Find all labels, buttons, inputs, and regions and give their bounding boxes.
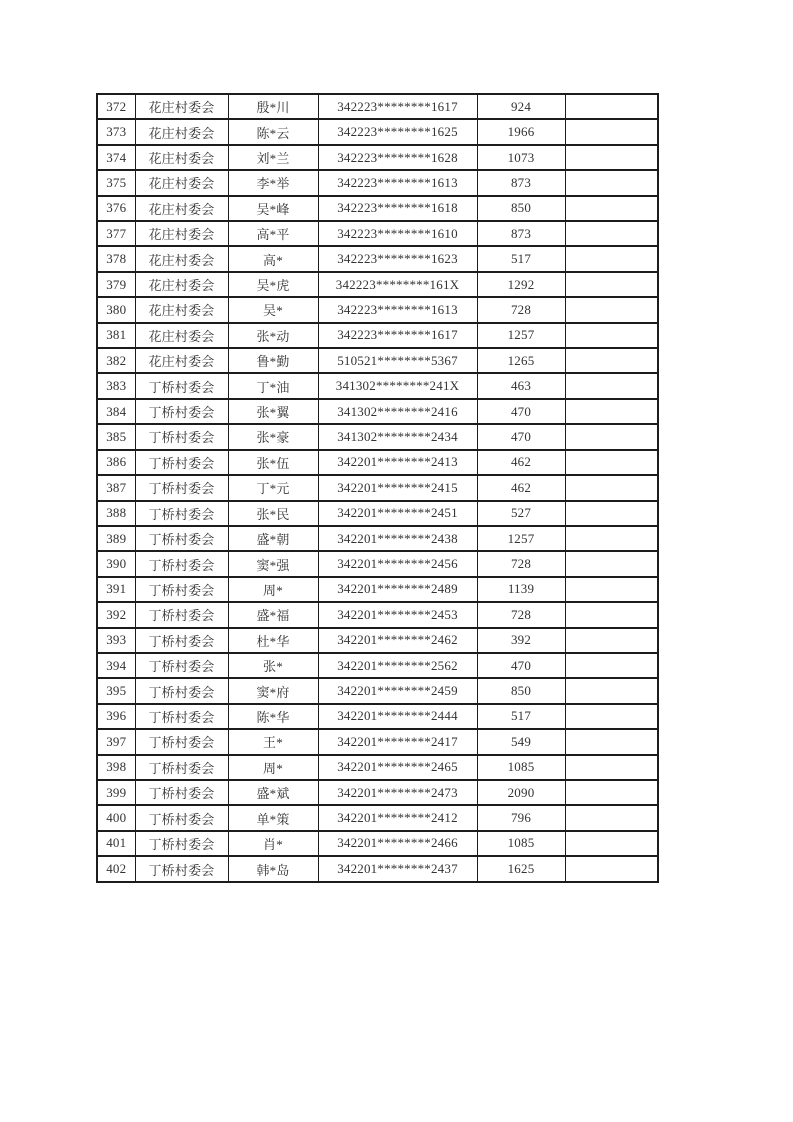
blank-cell	[565, 856, 658, 882]
row-number-cell: 373	[97, 119, 135, 144]
id-number-cell: 342201********2453	[318, 602, 477, 627]
amount-cell: 1292	[477, 272, 565, 297]
row-number-cell: 396	[97, 704, 135, 729]
amount-cell: 549	[477, 729, 565, 754]
table-row	[97, 246, 658, 271]
blank-cell	[565, 399, 658, 424]
village-committee-cell: 丁桥村委会	[135, 856, 228, 882]
village-committee-cell: 花庄村委会	[135, 145, 228, 170]
blank-cell	[565, 501, 658, 526]
blank-cell	[565, 704, 658, 729]
id-number-cell: 342201********2413	[318, 450, 477, 475]
amount-cell: 462	[477, 450, 565, 475]
table-body	[97, 94, 658, 882]
id-number-cell: 342223********1628	[318, 145, 477, 170]
table-row	[97, 94, 658, 119]
blank-cell	[565, 145, 658, 170]
blank-cell	[565, 221, 658, 246]
row-number-cell: 400	[97, 805, 135, 830]
amount-cell: 470	[477, 399, 565, 424]
beneficiary-table	[96, 93, 659, 883]
id-number-cell: 342201********2456	[318, 551, 477, 576]
village-committee-cell: 丁桥村委会	[135, 577, 228, 602]
blank-cell	[565, 755, 658, 780]
person-name-cell: 陈*华	[228, 704, 318, 729]
village-committee-cell: 丁桥村委会	[135, 602, 228, 627]
amount-cell: 728	[477, 297, 565, 322]
amount-cell: 1257	[477, 526, 565, 551]
blank-cell	[565, 246, 658, 271]
id-number-cell: 342201********2451	[318, 501, 477, 526]
village-committee-cell: 花庄村委会	[135, 221, 228, 246]
table-row	[97, 678, 658, 703]
amount-cell: 1073	[477, 145, 565, 170]
row-number-cell: 397	[97, 729, 135, 754]
id-number-cell: 342201********2462	[318, 628, 477, 653]
person-name-cell: 盛*斌	[228, 780, 318, 805]
id-number-cell: 342201********2444	[318, 704, 477, 729]
row-number-cell: 385	[97, 424, 135, 449]
blank-cell	[565, 272, 658, 297]
village-committee-cell: 丁桥村委会	[135, 501, 228, 526]
person-name-cell: 盛*朝	[228, 526, 318, 551]
person-name-cell: 吴*虎	[228, 272, 318, 297]
person-name-cell: 高*平	[228, 221, 318, 246]
blank-cell	[565, 373, 658, 398]
amount-cell: 924	[477, 94, 565, 119]
id-number-cell: 342201********2438	[318, 526, 477, 551]
person-name-cell: 张*	[228, 653, 318, 678]
amount-cell: 1085	[477, 755, 565, 780]
blank-cell	[565, 196, 658, 221]
row-number-cell: 390	[97, 551, 135, 576]
id-number-cell: 342201********2465	[318, 755, 477, 780]
person-name-cell: 刘*兰	[228, 145, 318, 170]
village-committee-cell: 花庄村委会	[135, 272, 228, 297]
person-name-cell: 杜*华	[228, 628, 318, 653]
village-committee-cell: 丁桥村委会	[135, 704, 228, 729]
blank-cell	[565, 323, 658, 348]
amount-cell: 517	[477, 246, 565, 271]
person-name-cell: 王*	[228, 729, 318, 754]
person-name-cell: 韩*岛	[228, 856, 318, 882]
row-number-cell: 393	[97, 628, 135, 653]
id-number-cell: 342201********2562	[318, 653, 477, 678]
table-row	[97, 755, 658, 780]
blank-cell	[565, 805, 658, 830]
blank-cell	[565, 297, 658, 322]
row-number-cell: 402	[97, 856, 135, 882]
id-number-cell: 341302********241X	[318, 373, 477, 398]
amount-cell: 850	[477, 678, 565, 703]
blank-cell	[565, 526, 658, 551]
amount-cell: 728	[477, 551, 565, 576]
id-number-cell: 342223********1613	[318, 170, 477, 195]
table-row	[97, 297, 658, 322]
person-name-cell: 周*	[228, 577, 318, 602]
blank-cell	[565, 780, 658, 805]
table-row	[97, 526, 658, 551]
person-name-cell: 鲁*勤	[228, 348, 318, 373]
blank-cell	[565, 170, 658, 195]
village-committee-cell: 丁桥村委会	[135, 424, 228, 449]
person-name-cell: 张*豪	[228, 424, 318, 449]
person-name-cell: 盛*福	[228, 602, 318, 627]
amount-cell: 873	[477, 170, 565, 195]
row-number-cell: 383	[97, 373, 135, 398]
id-number-cell: 342223********1617	[318, 94, 477, 119]
id-number-cell: 342201********2466	[318, 831, 477, 856]
id-number-cell: 342201********2489	[318, 577, 477, 602]
table-row	[97, 831, 658, 856]
person-name-cell: 殷*川	[228, 94, 318, 119]
table-row	[97, 475, 658, 500]
id-number-cell: 342201********2473	[318, 780, 477, 805]
table-row	[97, 628, 658, 653]
table-row	[97, 551, 658, 576]
amount-cell: 517	[477, 704, 565, 729]
blank-cell	[565, 628, 658, 653]
village-committee-cell: 花庄村委会	[135, 196, 228, 221]
row-number-cell: 382	[97, 348, 135, 373]
table-row	[97, 653, 658, 678]
person-name-cell: 张*翼	[228, 399, 318, 424]
village-committee-cell: 丁桥村委会	[135, 628, 228, 653]
id-number-cell: 341302********2434	[318, 424, 477, 449]
person-name-cell: 单*策	[228, 805, 318, 830]
row-number-cell: 395	[97, 678, 135, 703]
blank-cell	[565, 678, 658, 703]
village-committee-cell: 丁桥村委会	[135, 551, 228, 576]
village-committee-cell: 花庄村委会	[135, 246, 228, 271]
amount-cell: 527	[477, 501, 565, 526]
amount-cell: 470	[477, 653, 565, 678]
village-committee-cell: 花庄村委会	[135, 94, 228, 119]
blank-cell	[565, 475, 658, 500]
village-committee-cell: 丁桥村委会	[135, 831, 228, 856]
row-number-cell: 394	[97, 653, 135, 678]
person-name-cell: 周*	[228, 755, 318, 780]
id-number-cell: 342223********1623	[318, 246, 477, 271]
village-committee-cell: 丁桥村委会	[135, 399, 228, 424]
village-committee-cell: 丁桥村委会	[135, 755, 228, 780]
village-committee-cell: 丁桥村委会	[135, 780, 228, 805]
row-number-cell: 386	[97, 450, 135, 475]
id-number-cell: 341302********2416	[318, 399, 477, 424]
person-name-cell: 张*动	[228, 323, 318, 348]
table-row	[97, 323, 658, 348]
village-committee-cell: 丁桥村委会	[135, 526, 228, 551]
village-committee-cell: 丁桥村委会	[135, 653, 228, 678]
table-row	[97, 145, 658, 170]
id-number-cell: 342223********1617	[318, 323, 477, 348]
row-number-cell: 398	[97, 755, 135, 780]
village-committee-cell: 丁桥村委会	[135, 450, 228, 475]
row-number-cell: 392	[97, 602, 135, 627]
amount-cell: 1265	[477, 348, 565, 373]
amount-cell: 462	[477, 475, 565, 500]
person-name-cell: 窦*强	[228, 551, 318, 576]
id-number-cell: 342223********1613	[318, 297, 477, 322]
table-row	[97, 577, 658, 602]
amount-cell: 1139	[477, 577, 565, 602]
blank-cell	[565, 577, 658, 602]
person-name-cell: 丁*元	[228, 475, 318, 500]
row-number-cell: 384	[97, 399, 135, 424]
row-number-cell: 379	[97, 272, 135, 297]
id-number-cell: 342201********2417	[318, 729, 477, 754]
amount-cell: 1085	[477, 831, 565, 856]
amount-cell: 873	[477, 221, 565, 246]
amount-cell: 463	[477, 373, 565, 398]
table-row	[97, 348, 658, 373]
amount-cell: 392	[477, 628, 565, 653]
amount-cell: 470	[477, 424, 565, 449]
id-number-cell: 510521********5367	[318, 348, 477, 373]
blank-cell	[565, 119, 658, 144]
table-row	[97, 424, 658, 449]
village-committee-cell: 丁桥村委会	[135, 373, 228, 398]
person-name-cell: 窦*府	[228, 678, 318, 703]
table-row	[97, 501, 658, 526]
row-number-cell: 388	[97, 501, 135, 526]
id-number-cell: 342201********2459	[318, 678, 477, 703]
row-number-cell: 374	[97, 145, 135, 170]
village-committee-cell: 丁桥村委会	[135, 729, 228, 754]
row-number-cell: 389	[97, 526, 135, 551]
person-name-cell: 吴*峰	[228, 196, 318, 221]
amount-cell: 796	[477, 805, 565, 830]
row-number-cell: 399	[97, 780, 135, 805]
village-committee-cell: 花庄村委会	[135, 297, 228, 322]
id-number-cell: 342223********1625	[318, 119, 477, 144]
row-number-cell: 377	[97, 221, 135, 246]
table-row	[97, 805, 658, 830]
row-number-cell: 378	[97, 246, 135, 271]
person-name-cell: 丁*油	[228, 373, 318, 398]
table-row	[97, 373, 658, 398]
row-number-cell: 381	[97, 323, 135, 348]
blank-cell	[565, 450, 658, 475]
village-committee-cell: 花庄村委会	[135, 119, 228, 144]
table-row	[97, 602, 658, 627]
table-row	[97, 704, 658, 729]
table-row	[97, 856, 658, 882]
person-name-cell: 张*民	[228, 501, 318, 526]
person-name-cell: 李*举	[228, 170, 318, 195]
id-number-cell: 342223********1618	[318, 196, 477, 221]
blank-cell	[565, 551, 658, 576]
blank-cell	[565, 831, 658, 856]
row-number-cell: 375	[97, 170, 135, 195]
id-number-cell: 342201********2437	[318, 856, 477, 882]
village-committee-cell: 花庄村委会	[135, 323, 228, 348]
blank-cell	[565, 348, 658, 373]
blank-cell	[565, 602, 658, 627]
table-row	[97, 221, 658, 246]
person-name-cell: 张*伍	[228, 450, 318, 475]
id-number-cell: 342201********2412	[318, 805, 477, 830]
village-committee-cell: 丁桥村委会	[135, 678, 228, 703]
row-number-cell: 391	[97, 577, 135, 602]
amount-cell: 728	[477, 602, 565, 627]
amount-cell: 2090	[477, 780, 565, 805]
table-row	[97, 196, 658, 221]
row-number-cell: 401	[97, 831, 135, 856]
village-committee-cell: 花庄村委会	[135, 348, 228, 373]
blank-cell	[565, 653, 658, 678]
table-row	[97, 399, 658, 424]
person-name-cell: 吴*	[228, 297, 318, 322]
blank-cell	[565, 94, 658, 119]
village-committee-cell: 花庄村委会	[135, 170, 228, 195]
village-committee-cell: 丁桥村委会	[135, 475, 228, 500]
amount-cell: 1625	[477, 856, 565, 882]
table-row	[97, 729, 658, 754]
amount-cell: 1966	[477, 119, 565, 144]
table-row	[97, 119, 658, 144]
row-number-cell: 387	[97, 475, 135, 500]
blank-cell	[565, 729, 658, 754]
person-name-cell: 高*	[228, 246, 318, 271]
row-number-cell: 380	[97, 297, 135, 322]
id-number-cell: 342201********2415	[318, 475, 477, 500]
table-row	[97, 450, 658, 475]
amount-cell: 1257	[477, 323, 565, 348]
row-number-cell: 376	[97, 196, 135, 221]
village-committee-cell: 丁桥村委会	[135, 805, 228, 830]
amount-cell: 850	[477, 196, 565, 221]
table-row	[97, 272, 658, 297]
blank-cell	[565, 424, 658, 449]
table-row	[97, 780, 658, 805]
id-number-cell: 342223********1610	[318, 221, 477, 246]
person-name-cell: 陈*云	[228, 119, 318, 144]
person-name-cell: 肖*	[228, 831, 318, 856]
table-row	[97, 170, 658, 195]
id-number-cell: 342223********161X	[318, 272, 477, 297]
row-number-cell: 372	[97, 94, 135, 119]
